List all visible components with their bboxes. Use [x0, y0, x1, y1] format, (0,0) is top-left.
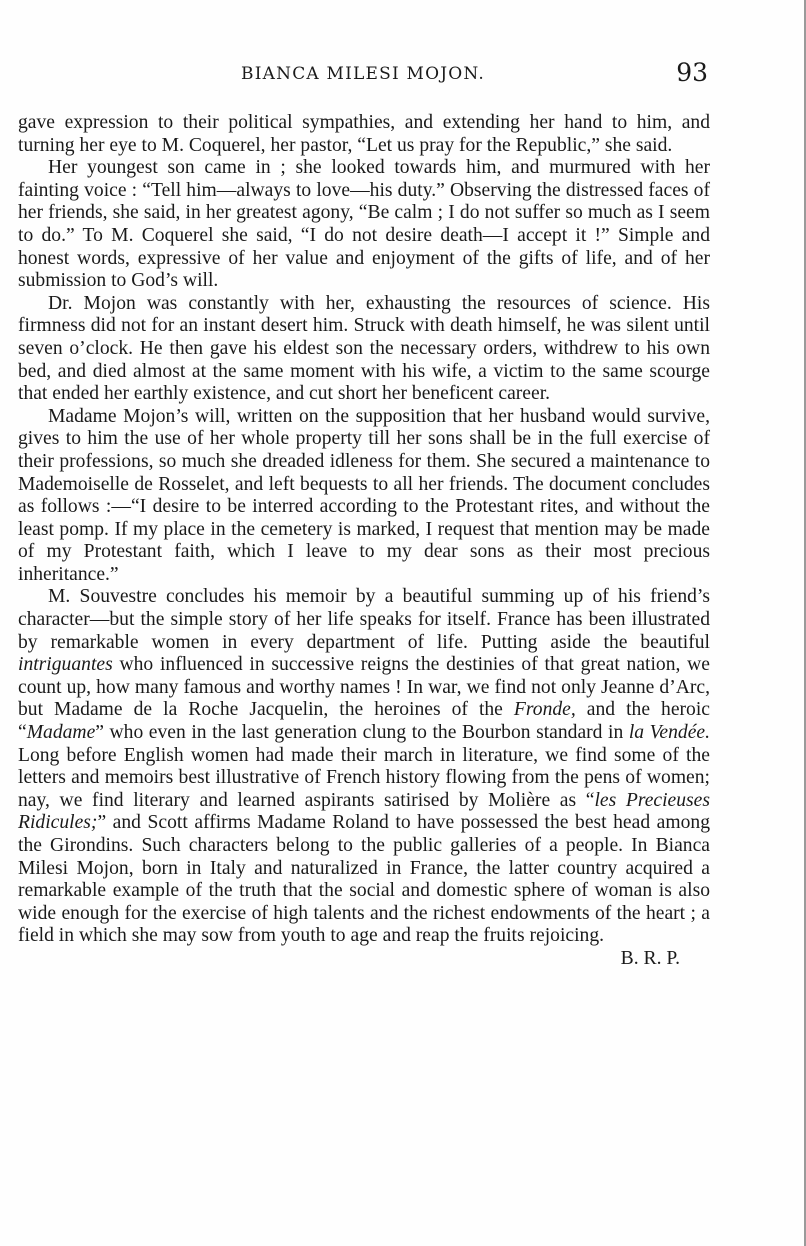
running-title: BIANCA MILESI MOJON.: [241, 64, 485, 84]
body-text: [18, 112, 710, 971]
paragraph-continued: gave expression to their political sympathies, and extending her hand to him, and turning her eye to M. Coquerel, her pastor, “Let us pray for the Republic,” she said.: [18, 112, 710, 156]
running-head: [18, 58, 708, 92]
page-number: 93: [676, 58, 708, 87]
paragraph-will: Madame Mojon’s will, written on the supposition that her husband would survive, gives to him the use of her whole property till her sons shall be in the full exercise of their professions, so much she dreaded idleness for them. She secured a maintenance to Mademoiselle de Rosselet, and left bequests to all her friends. The document concludes as follows :—“I desire to be interred according to the Protestant rites, and without the least pomp. If my place in the cemetery is marked, I request that mention may be made of my Protestant faith, which I leave to my dear sons as their most precious inheritance.”: [18, 405, 710, 585]
author-signature: B. R. P.: [620, 947, 680, 969]
italic-intriguantes: intriguantes: [18, 654, 113, 676]
text-run: and the heroic “: [18, 699, 710, 744]
paragraph-dr-mojon: Dr. Mojon was constantly with her, exhausting the resources of science. His firmness did not for an instant desert him. Struck with death himself, he was silent until seven o’clock. He then gave his eldest son the necessary orders, withdrew to his own bed, and died almost at the same moment with his wife, a victim to the same scourge that ended her earthly existence, and cut short her beneficent career.: [18, 292, 710, 405]
italic-fronde: Fronde,: [513, 699, 576, 721]
text-run: M. Souvestre concludes his memoir by a beautiful summing up of his friend’s character—but the simple story of her life speaks for itself. France has been illustrated by remarkable women in every department of life. Putting aside the beautiful: [18, 586, 710, 653]
italic-madame: Madame: [26, 722, 96, 744]
text-run: ” who even in the last generation clung to the Bourbon standard in: [95, 722, 629, 744]
italic-la-vendee: la Vendée.: [628, 722, 710, 744]
text-run: Long before English women had made their march in literature, we find some of the letters and memoirs best illustrative of French history flowing from the pens of women; nay, we find literary and learned aspirants satirised by Molière as “: [18, 744, 710, 811]
text-run: ” and Scott affirms Madame Roland to have possessed the best head among the Girondins. Such characters belong to the public galleries of a people. In Bianca Milesi Mojon, born in Italy and naturalized in France, the latter country acquired a remarkable example of the truth that the social and domestic sphere of woman is also wide enough for the exercise of high talents and the richest endowments of the heart ; a field in which she may sow from youth to age and reap the fruits rejoicing.: [18, 812, 710, 947]
paragraph-summary: [18, 586, 711, 969]
paragraph-youngest-son: Her youngest son came in ; she looked towards him, and murmured with her fainting voice : “Tell him—always to love—his duty.” Observing the distressed faces of her friends, she said, in her greatest agony, “Be calm ; I do not suffer so much as I seem to do.” To M. Coquerel she said, “I do not desire death—I accept it !” Simple and honest words, expressive of her value and enjoyment of the gifts of life, and of her submission to God’s will.: [18, 157, 710, 292]
text-run: who influenced in successive reigns the destinies of that great nation, we count up, how many famous and worthy names ! In war, we find not only Jeanne d’Arc, but Madame de la Roche Jacquelin, the heroines of the: [18, 654, 710, 721]
italic-precieuses-ridicules: les Precieuses Ridicules;: [18, 789, 711, 834]
